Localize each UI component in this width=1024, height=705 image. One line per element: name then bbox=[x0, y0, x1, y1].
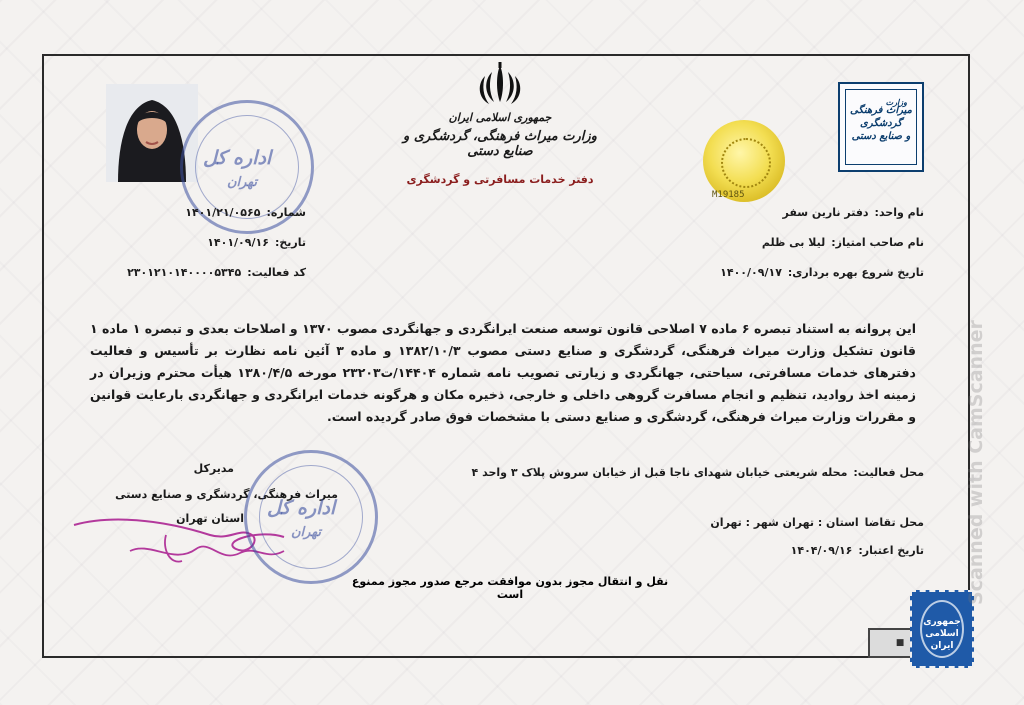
license-body-text: این پروانه به استناد تبصره ۶ ماده ۷ اصلاحی قانون توسعه صنعت ایرانگردی و جهانگردی مصوب ۱۳۷۰ و اصلاحات بعدی و تبصره ۱ ماده ۱ قانون تشکیل وزارت میراث فرهنگی، گردشگری و صنایع دستی مصوب ۱۳۸۲/۱۰/۳ و ماده ۳ آئین نامه نظارت بر تأسیس و فعالیت دفترهای خدمات مسافرتی، سیاحتی، جهانگردی و زیارتی تصویب نامه شماره ۱۴۴۰۴/ت۲۳۲۰۳ مورخه ۱۳۸۰/۴/۵ هیأت محترم وزیران در زمینه اخذ روادید، تنظیم و انجام مسافرت گروهی داخلی و خارجی، ذخیره مکان و هرگونه خدمات ایرانگردی و جهانگردی بارعایت قوانین و مقررات وزارت میراث فرهنگی، گردشگری و صنایع دستی با مشخصات فوق صادر گردیده است. bbox=[90, 321, 917, 424]
field-activity-code: کد فعالیت:۲۳۰۱۲۱۰۱۴۰۰۰۰۵۳۴۵ bbox=[127, 266, 306, 279]
field-unit-name: نام واحد:دفتر نارین سفر bbox=[782, 206, 924, 219]
stamp-bottom-line1: اداره کل bbox=[267, 497, 336, 519]
revenue-stamp-text: جمهوری اسلامی ایران bbox=[920, 600, 964, 658]
iran-emblem-icon bbox=[472, 62, 528, 110]
field-start-date: تاریخ شروع بهره برداری:۱۴۰۰/۰۹/۱۷ bbox=[720, 266, 924, 279]
logo-top-text: وزارت bbox=[885, 98, 907, 107]
field-activity-location: محل فعالیت:محله شریعتی خیابان شهدای ناجا قبل از خیابان سروش پلاک ۳ واحد ۴ bbox=[471, 466, 924, 479]
logo-line2: گردشگری bbox=[860, 118, 902, 129]
stamp-bottom-line2: تهران bbox=[291, 525, 321, 540]
stamp-top-line1: اداره کل bbox=[203, 147, 272, 169]
signature-title: مدیرکل bbox=[193, 462, 234, 475]
logo-line1: میراث فرهنگی bbox=[849, 105, 912, 116]
scanner-watermark: Scanned with CamScanner bbox=[965, 320, 987, 605]
official-stamp-bottom bbox=[244, 450, 378, 584]
stamp-top-line2: تهران bbox=[227, 175, 257, 190]
field-request-location: محل تقاضااستان : تهران شهر : تهران bbox=[710, 516, 924, 529]
field-owner: نام صاحب امتیاز:لیلا بی ظلم bbox=[761, 236, 924, 249]
header-ministry: وزارت میراث فرهنگی، گردشگری و صنایع دستی bbox=[403, 129, 597, 159]
field-validity: تاریخ اعتبار:۱۴۰۴/۰۹/۱۶ bbox=[790, 544, 924, 557]
ministry-logo bbox=[838, 82, 924, 172]
signature-province: استان تهران bbox=[176, 512, 244, 525]
small-rect-stamp: ■ bbox=[868, 628, 932, 658]
header-department: دفتر خدمات مسافرتی و گردشگری bbox=[406, 173, 594, 186]
logo-line3: و صنایع دستی bbox=[851, 131, 911, 142]
footer-transfer-note: نقل و انتقال مجوز بدون موافقت مرجع صدور مجوز ممنوع است bbox=[351, 575, 669, 601]
signature-org: میراث فرهنگی، گردشگری و صنایع دستی bbox=[115, 488, 338, 501]
field-date: تاریخ:۱۴۰۱/۰۹/۱۶ bbox=[207, 236, 306, 249]
header-country: جمهوری اسلامی ایران bbox=[448, 111, 552, 124]
field-number: شماره:۱۴۰۱/۲۱/۰۵۶۵ bbox=[185, 206, 306, 219]
seal-serial: M19185 bbox=[712, 190, 745, 200]
